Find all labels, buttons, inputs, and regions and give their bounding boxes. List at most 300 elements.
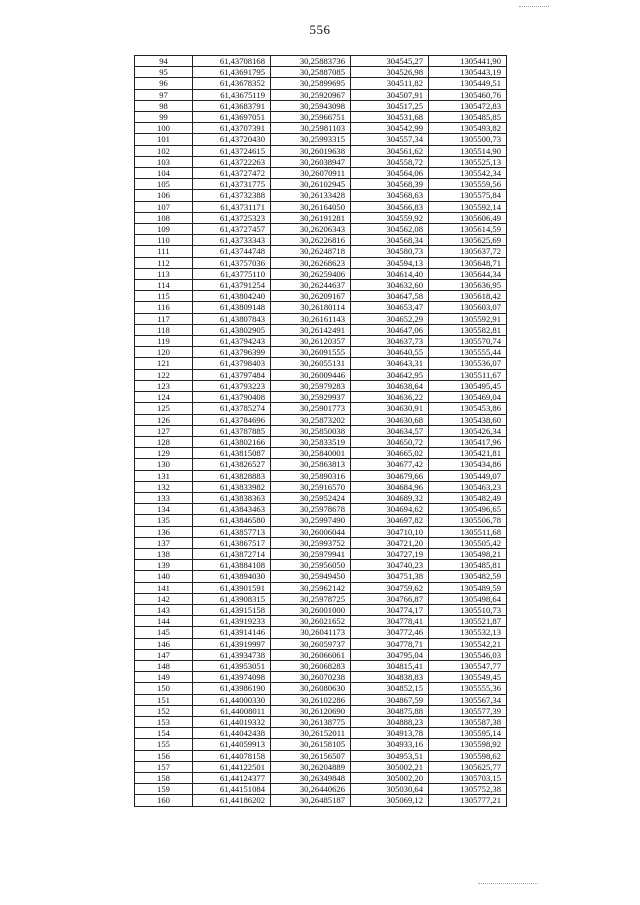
longitude-cell: 30,26021652 [271,616,351,627]
x-coordinate-cell: 304650,72 [351,436,429,447]
x-coordinate-cell: 305030,64 [351,784,429,795]
longitude-cell: 30,26068283 [271,660,351,671]
y-coordinate-cell: 1305614,59 [429,224,507,235]
x-coordinate-cell: 304665,02 [351,448,429,459]
x-coordinate-cell: 304594,13 [351,257,429,268]
x-coordinate-cell: 304778,41 [351,616,429,627]
longitude-cell: 30,26080630 [271,683,351,694]
latitude-cell: 61,43809148 [193,302,271,313]
latitude-cell: 61,43934738 [193,649,271,660]
longitude-cell: 30,26102945 [271,179,351,190]
latitude-cell: 61,43691795 [193,67,271,78]
latitude-cell: 61,43908315 [193,593,271,604]
table-row [135,481,507,492]
x-coordinate-cell: 304561,62 [351,145,429,156]
table-row [135,683,507,694]
coordinates-table [134,55,507,807]
latitude-cell: 61,44151084 [193,784,271,795]
longitude-cell: 30,26440626 [271,784,351,795]
longitude-cell: 30,26209167 [271,291,351,302]
longitude-cell: 30,25833519 [271,436,351,447]
point-number-cell: 142 [135,593,193,604]
latitude-cell: 61,43796399 [193,347,271,358]
table-row [135,212,507,223]
longitude-cell: 30,25997490 [271,515,351,526]
point-number-cell: 144 [135,616,193,627]
table-row [135,705,507,716]
x-coordinate-cell: 304697,82 [351,515,429,526]
table-row [135,638,507,649]
x-coordinate-cell: 304634,57 [351,425,429,436]
longitude-cell: 30,25883736 [271,56,351,67]
y-coordinate-cell: 1305703,15 [429,773,507,784]
table-row [135,201,507,212]
table-row [135,649,507,660]
longitude-cell: 30,25901773 [271,403,351,414]
latitude-cell: 61,43838363 [193,492,271,503]
y-coordinate-cell: 1305498,64 [429,593,507,604]
table-row [135,425,507,436]
point-number-cell: 153 [135,716,193,727]
latitude-cell: 61,43757036 [193,257,271,268]
x-coordinate-cell: 304557,34 [351,134,429,145]
point-number-cell: 119 [135,336,193,347]
latitude-cell: 61,43775110 [193,268,271,279]
longitude-cell: 30,26142491 [271,324,351,335]
point-number-cell: 125 [135,403,193,414]
table-row [135,459,507,470]
latitude-cell: 61,43815087 [193,448,271,459]
point-number-cell: 124 [135,392,193,403]
point-number-cell: 147 [135,649,193,660]
longitude-cell: 30,26038947 [271,156,351,167]
longitude-cell: 30,25863813 [271,459,351,470]
longitude-cell: 30,26102286 [271,694,351,705]
y-coordinate-cell: 1305505,42 [429,537,507,548]
longitude-cell: 30,26070911 [271,168,351,179]
point-number-cell: 99 [135,112,193,123]
y-coordinate-cell: 1305542,21 [429,638,507,649]
table-row [135,190,507,201]
table-row [135,235,507,246]
latitude-cell: 61,43707391 [193,123,271,134]
longitude-cell: 30,26138775 [271,716,351,727]
y-coordinate-cell: 1305514,90 [429,145,507,156]
y-coordinate-cell: 1305469,04 [429,392,507,403]
longitude-cell: 30,26226816 [271,235,351,246]
table-row [135,56,507,67]
point-number-cell: 141 [135,582,193,593]
longitude-cell: 30,26485187 [271,795,351,806]
y-coordinate-cell: 1305559,56 [429,179,507,190]
latitude-cell: 61,43843463 [193,504,271,515]
table-row [135,179,507,190]
scan-artifact-footer [478,883,538,884]
latitude-cell: 61,43722263 [193,156,271,167]
point-number-cell: 134 [135,504,193,515]
latitude-cell: 61,43675119 [193,89,271,100]
point-number-cell: 110 [135,235,193,246]
latitude-cell: 61,43828883 [193,470,271,481]
y-coordinate-cell: 1305547,77 [429,660,507,671]
table-row [135,604,507,615]
y-coordinate-cell: 1305575,84 [429,190,507,201]
x-coordinate-cell: 304751,38 [351,571,429,582]
x-coordinate-cell: 304740,23 [351,560,429,571]
longitude-cell: 30,25952424 [271,492,351,503]
y-coordinate-cell: 1305511,67 [429,369,507,380]
point-number-cell: 132 [135,481,193,492]
x-coordinate-cell: 304679,66 [351,470,429,481]
x-coordinate-cell: 304684,96 [351,481,429,492]
longitude-cell: 30,26268623 [271,257,351,268]
longitude-cell: 30,26120690 [271,705,351,716]
table-row [135,291,507,302]
latitude-cell: 61,43807843 [193,313,271,324]
x-coordinate-cell: 304568,63 [351,190,429,201]
x-coordinate-cell: 304566,83 [351,201,429,212]
table-row [135,694,507,705]
point-number-cell: 148 [135,660,193,671]
latitude-cell: 61,43953051 [193,660,271,671]
longitude-cell: 30,25979941 [271,548,351,559]
y-coordinate-cell: 1305625,69 [429,235,507,246]
coordinates-table-body [135,56,507,807]
point-number-cell: 150 [135,683,193,694]
x-coordinate-cell: 304568,34 [351,235,429,246]
table-row [135,582,507,593]
latitude-cell: 61,43794243 [193,336,271,347]
x-coordinate-cell: 304653,47 [351,302,429,313]
y-coordinate-cell: 1305489,59 [429,582,507,593]
point-number-cell: 107 [135,201,193,212]
y-coordinate-cell: 1305417,96 [429,436,507,447]
latitude-cell: 61,44008011 [193,705,271,716]
longitude-cell: 30,25981103 [271,123,351,134]
longitude-cell: 30,26156507 [271,750,351,761]
y-coordinate-cell: 1305598,92 [429,739,507,750]
table-row [135,369,507,380]
longitude-cell: 30,26244637 [271,280,351,291]
point-number-cell: 137 [135,537,193,548]
latitude-cell: 61,43802166 [193,436,271,447]
latitude-cell: 61,43901591 [193,582,271,593]
x-coordinate-cell: 304721,20 [351,537,429,548]
y-coordinate-cell: 1305495,45 [429,380,507,391]
longitude-cell: 30,25899695 [271,78,351,89]
table-row [135,134,507,145]
latitude-cell: 61,43826527 [193,459,271,470]
point-number-cell: 149 [135,672,193,683]
latitude-cell: 61,43731171 [193,201,271,212]
x-coordinate-cell: 304638,64 [351,380,429,391]
y-coordinate-cell: 1305598,62 [429,750,507,761]
point-number-cell: 96 [135,78,193,89]
longitude-cell: 30,26164050 [271,201,351,212]
longitude-cell: 30,25993315 [271,134,351,145]
x-coordinate-cell: 305002,21 [351,761,429,772]
x-coordinate-cell: 304710,10 [351,526,429,537]
x-coordinate-cell: 304772,46 [351,627,429,638]
table-row [135,773,507,784]
longitude-cell: 30,25920967 [271,89,351,100]
y-coordinate-cell: 1305441,90 [429,56,507,67]
table-row [135,548,507,559]
point-number-cell: 126 [135,414,193,425]
table-row [135,145,507,156]
longitude-cell: 30,26248718 [271,246,351,257]
latitude-cell: 61,44186202 [193,795,271,806]
latitude-cell: 61,43744748 [193,246,271,257]
x-coordinate-cell: 304888,23 [351,716,429,727]
table-row [135,324,507,335]
latitude-cell: 61,43974098 [193,672,271,683]
longitude-cell: 30,25840001 [271,448,351,459]
x-coordinate-cell: 304875,88 [351,705,429,716]
table-row [135,560,507,571]
point-number-cell: 155 [135,739,193,750]
x-coordinate-cell: 304727,19 [351,548,429,559]
point-number-cell: 117 [135,313,193,324]
point-number-cell: 157 [135,761,193,772]
latitude-cell: 61,44078158 [193,750,271,761]
x-coordinate-cell: 305069,12 [351,795,429,806]
point-number-cell: 136 [135,526,193,537]
x-coordinate-cell: 304774,17 [351,604,429,615]
table-row [135,795,507,806]
table-row [135,515,507,526]
latitude-cell: 61,43894030 [193,571,271,582]
latitude-cell: 61,43986190 [193,683,271,694]
x-coordinate-cell: 304933,16 [351,739,429,750]
y-coordinate-cell: 1305577,39 [429,705,507,716]
y-coordinate-cell: 1305587,38 [429,716,507,727]
point-number-cell: 97 [135,89,193,100]
table-row [135,268,507,279]
latitude-cell: 61,43785274 [193,403,271,414]
x-coordinate-cell: 304637,73 [351,336,429,347]
longitude-cell: 30,26158105 [271,739,351,750]
point-number-cell: 160 [135,795,193,806]
table-row [135,470,507,481]
table-row [135,89,507,100]
point-number-cell: 113 [135,268,193,279]
point-number-cell: 154 [135,728,193,739]
x-coordinate-cell: 304580,73 [351,246,429,257]
longitude-cell: 30,26091555 [271,347,351,358]
longitude-cell: 30,25943098 [271,100,351,111]
y-coordinate-cell: 1305570,74 [429,336,507,347]
x-coordinate-cell: 304640,55 [351,347,429,358]
x-coordinate-cell: 304913,78 [351,728,429,739]
point-number-cell: 138 [135,548,193,559]
x-coordinate-cell: 304852,15 [351,683,429,694]
point-number-cell: 159 [135,784,193,795]
longitude-cell: 30,25956050 [271,560,351,571]
longitude-cell: 30,26206343 [271,224,351,235]
longitude-cell: 30,26349848 [271,773,351,784]
point-number-cell: 104 [135,168,193,179]
latitude-cell: 61,43733343 [193,235,271,246]
y-coordinate-cell: 1305525,13 [429,156,507,167]
table-row [135,672,507,683]
x-coordinate-cell: 304545,27 [351,56,429,67]
point-number-cell: 121 [135,358,193,369]
latitude-cell: 61,44124377 [193,773,271,784]
y-coordinate-cell: 1305426,34 [429,425,507,436]
y-coordinate-cell: 1305460,76 [429,89,507,100]
x-coordinate-cell: 304867,59 [351,694,429,705]
longitude-cell: 30,26006044 [271,526,351,537]
point-number-cell: 152 [135,705,193,716]
longitude-cell: 30,26009446 [271,369,351,380]
y-coordinate-cell: 1305567,34 [429,694,507,705]
latitude-cell: 61,44042438 [193,728,271,739]
point-number-cell: 100 [135,123,193,134]
table-row [135,403,507,414]
point-number-cell: 95 [135,67,193,78]
table-row [135,660,507,671]
table-row [135,761,507,772]
longitude-cell: 30,25962142 [271,582,351,593]
latitude-cell: 61,44000330 [193,694,271,705]
longitude-cell: 30,25890316 [271,470,351,481]
y-coordinate-cell: 1305532,13 [429,627,507,638]
y-coordinate-cell: 1305592,14 [429,201,507,212]
y-coordinate-cell: 1305636,95 [429,280,507,291]
latitude-cell: 61,43802905 [193,324,271,335]
longitude-cell: 30,26120357 [271,336,351,347]
point-number-cell: 98 [135,100,193,111]
y-coordinate-cell: 1305472,83 [429,100,507,111]
table-row [135,123,507,134]
point-number-cell: 143 [135,604,193,615]
y-coordinate-cell: 1305438,60 [429,414,507,425]
latitude-cell: 61,43833982 [193,481,271,492]
longitude-cell: 30,26191281 [271,212,351,223]
table-row [135,224,507,235]
y-coordinate-cell: 1305625,77 [429,761,507,772]
latitude-cell: 61,43884108 [193,560,271,571]
y-coordinate-cell: 1305603,07 [429,302,507,313]
latitude-cell: 61,43793223 [193,380,271,391]
x-coordinate-cell: 304531,68 [351,112,429,123]
x-coordinate-cell: 304542,99 [351,123,429,134]
x-coordinate-cell: 304630,91 [351,403,429,414]
x-coordinate-cell: 304643,31 [351,358,429,369]
point-number-cell: 122 [135,369,193,380]
point-number-cell: 109 [135,224,193,235]
point-number-cell: 135 [135,515,193,526]
longitude-cell: 30,26059737 [271,638,351,649]
table-row [135,728,507,739]
latitude-cell: 61,43720430 [193,134,271,145]
latitude-cell: 61,43708168 [193,56,271,67]
y-coordinate-cell: 1305536,07 [429,358,507,369]
y-coordinate-cell: 1305443,19 [429,67,507,78]
table-row [135,156,507,167]
point-number-cell: 120 [135,347,193,358]
latitude-cell: 61,43784696 [193,414,271,425]
y-coordinate-cell: 1305485,85 [429,112,507,123]
x-coordinate-cell: 304564,06 [351,168,429,179]
longitude-cell: 30,25993752 [271,537,351,548]
y-coordinate-cell: 1305644,34 [429,268,507,279]
y-coordinate-cell: 1305595,14 [429,728,507,739]
longitude-cell: 30,26204889 [271,761,351,772]
point-number-cell: 101 [135,134,193,145]
table-row [135,436,507,447]
y-coordinate-cell: 1305493,82 [429,123,507,134]
latitude-cell: 61,43731775 [193,179,271,190]
y-coordinate-cell: 1305482,59 [429,571,507,582]
y-coordinate-cell: 1305549,45 [429,672,507,683]
point-number-cell: 111 [135,246,193,257]
longitude-cell: 30,25949450 [271,571,351,582]
y-coordinate-cell: 1305453,86 [429,403,507,414]
longitude-cell: 30,26133428 [271,190,351,201]
y-coordinate-cell: 1305482,49 [429,492,507,503]
table-row [135,739,507,750]
longitude-cell: 30,26259406 [271,268,351,279]
x-coordinate-cell: 304511,82 [351,78,429,89]
x-coordinate-cell: 304507,91 [351,89,429,100]
table-row [135,168,507,179]
latitude-cell: 61,43727472 [193,168,271,179]
table-row [135,246,507,257]
latitude-cell: 61,43678352 [193,78,271,89]
y-coordinate-cell: 1305637,72 [429,246,507,257]
y-coordinate-cell: 1305555,44 [429,347,507,358]
y-coordinate-cell: 1305592,91 [429,313,507,324]
table-row [135,392,507,403]
longitude-cell: 30,26180114 [271,302,351,313]
point-number-cell: 129 [135,448,193,459]
table-row [135,67,507,78]
point-number-cell: 106 [135,190,193,201]
y-coordinate-cell: 1305511,68 [429,526,507,537]
longitude-cell: 30,26070238 [271,672,351,683]
longitude-cell: 30,25978678 [271,504,351,515]
latitude-cell: 61,44122501 [193,761,271,772]
longitude-cell: 30,25966751 [271,112,351,123]
table-row [135,750,507,761]
x-coordinate-cell: 305002,20 [351,773,429,784]
x-coordinate-cell: 304614,40 [351,268,429,279]
longitude-cell: 30,26161143 [271,313,351,324]
table-row [135,280,507,291]
page-number: 556 [309,22,331,37]
y-coordinate-cell: 1305449,07 [429,470,507,481]
latitude-cell: 61,43914146 [193,627,271,638]
point-number-cell: 116 [135,302,193,313]
x-coordinate-cell: 304568,39 [351,179,429,190]
y-coordinate-cell: 1305510,73 [429,604,507,615]
point-number-cell: 130 [135,459,193,470]
table-row [135,784,507,795]
table-row [135,504,507,515]
x-coordinate-cell: 304689,32 [351,492,429,503]
point-number-cell: 112 [135,257,193,268]
latitude-cell: 61,43732388 [193,190,271,201]
latitude-cell: 61,43790408 [193,392,271,403]
point-number-cell: 94 [135,56,193,67]
latitude-cell: 61,43867517 [193,537,271,548]
longitude-cell: 30,25850038 [271,425,351,436]
y-coordinate-cell: 1305582,81 [429,324,507,335]
table-row [135,100,507,111]
point-number-cell: 105 [135,179,193,190]
